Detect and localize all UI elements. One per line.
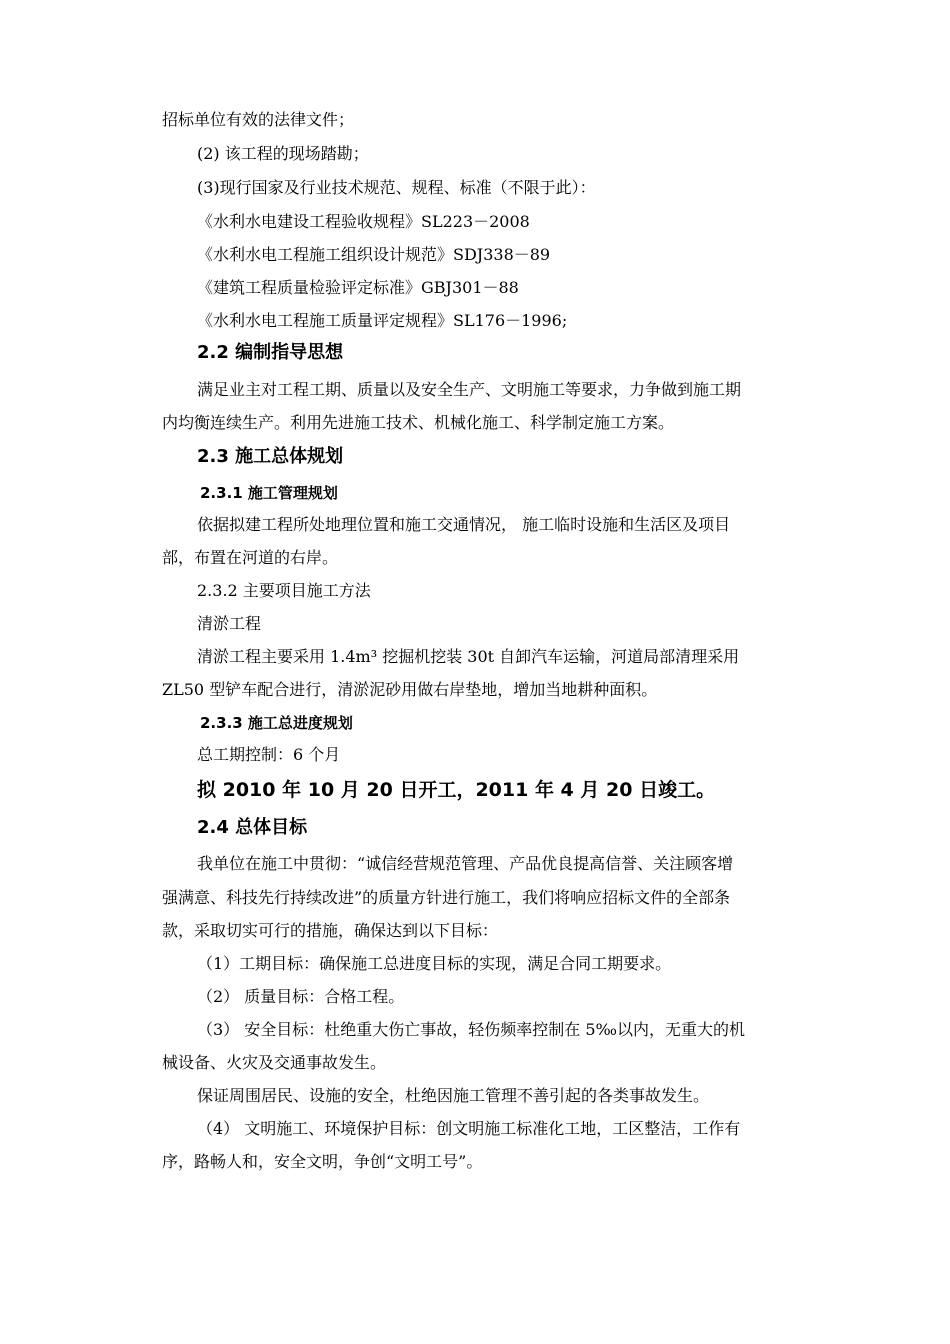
paragraph-line: 满足业主对工程工期、质量以及安全生产、文明施工等要求，力争做到施工期 — [197, 380, 742, 399]
subsection-heading-2-3-2: 2.3.2 主要项目施工方法 — [197, 581, 371, 600]
goal-item-continuation: 械设备、火灾及交通事故发生。 — [162, 1053, 387, 1072]
goal-item: （1）工期目标：确保施工总进度目标的实现，满足合同工期要求。 — [197, 954, 672, 973]
paragraph-line: 内均衡连续生产。利用先进施工技术、机械化施工、科学制定施工方案。 — [162, 413, 675, 432]
section-heading-2-4: 2.4 总体目标 — [197, 817, 308, 838]
subsection-heading-2-3-1: 2.3.1 施工管理规划 — [200, 484, 338, 502]
goal-item: （2） 质量目标：合格工程。 — [197, 987, 405, 1006]
paragraph-line: ZL50 型铲车配合进行，清淤泥砂用做右岸垫地，增加当地耕种面积。 — [162, 680, 658, 699]
goal-item: （3） 安全目标：杜绝重大伤亡事故，轻伤频率控制在 5‰以内，无重大的机 — [197, 1020, 746, 1039]
list-item: (3)现行国家及行业技术规范、规程、标准（不限于此）： — [197, 178, 596, 197]
list-item: (2) 该工程的现场踏勘； — [197, 144, 369, 163]
standard-reference: 《水利水电工程施工质量评定规程》SL176－1996; — [197, 311, 568, 330]
paragraph-title: 清淤工程 — [197, 614, 262, 633]
goal-item-continuation: 序，路畅人和，安全文明，争创“文明工号”。 — [162, 1152, 483, 1171]
standard-reference: 《水利水电建设工程验收规程》SL223－2008 — [197, 212, 530, 231]
section-heading-2-2: 2.2 编制指导思想 — [197, 342, 344, 363]
standard-reference: 《建筑工程质量检验评定标准》GBJ301－88 — [197, 278, 519, 297]
section-heading-2-3: 2.3 施工总体规划 — [197, 446, 344, 467]
paragraph-line: 依据拟建工程所处地理位置和施工交通情况， 施工临时设施和生活区及项目 — [197, 515, 731, 534]
paragraph-line: 我单位在施工中贯彻：“诚信经营规范管理、产品优良提高信誉、关注顾客增 — [197, 854, 734, 873]
paragraph-line: 款，采取切实可行的措施，确保达到以下目标： — [162, 921, 499, 940]
goal-item: （4） 文明施工、环境保护目标：创文明施工标准化工地，工区整洁，工作有 — [197, 1119, 741, 1138]
paragraph-line: 保证周围居民、设施的安全，杜绝因施工管理不善引起的各类事故发生。 — [197, 1086, 710, 1105]
paragraph-line: 清淤工程主要采用 1.4m³ 挖掘机挖装 30t 自卸汽车运输，河道局部清理采用 — [197, 647, 740, 666]
paragraph-line: 总工期控制：6 个月 — [197, 745, 341, 764]
subsection-heading-2-3-3: 2.3.3 施工总进度规划 — [200, 714, 353, 732]
standard-reference: 《水利水电工程施工组织设计规范》SDJ338－89 — [197, 245, 551, 264]
paragraph-line: 强满意、科技先行持续改进”的质量方针进行施工，我们将响应招标文件的全部条 — [162, 888, 731, 907]
paragraph-line: 部，布置在河道的右岸。 — [162, 548, 339, 567]
text-line: 招标单位有效的法律文件； — [162, 110, 355, 129]
schedule-statement: 拟 2010 年 10 月 20 日开工，2011 年 4 月 20 日竣工。 — [197, 779, 716, 801]
